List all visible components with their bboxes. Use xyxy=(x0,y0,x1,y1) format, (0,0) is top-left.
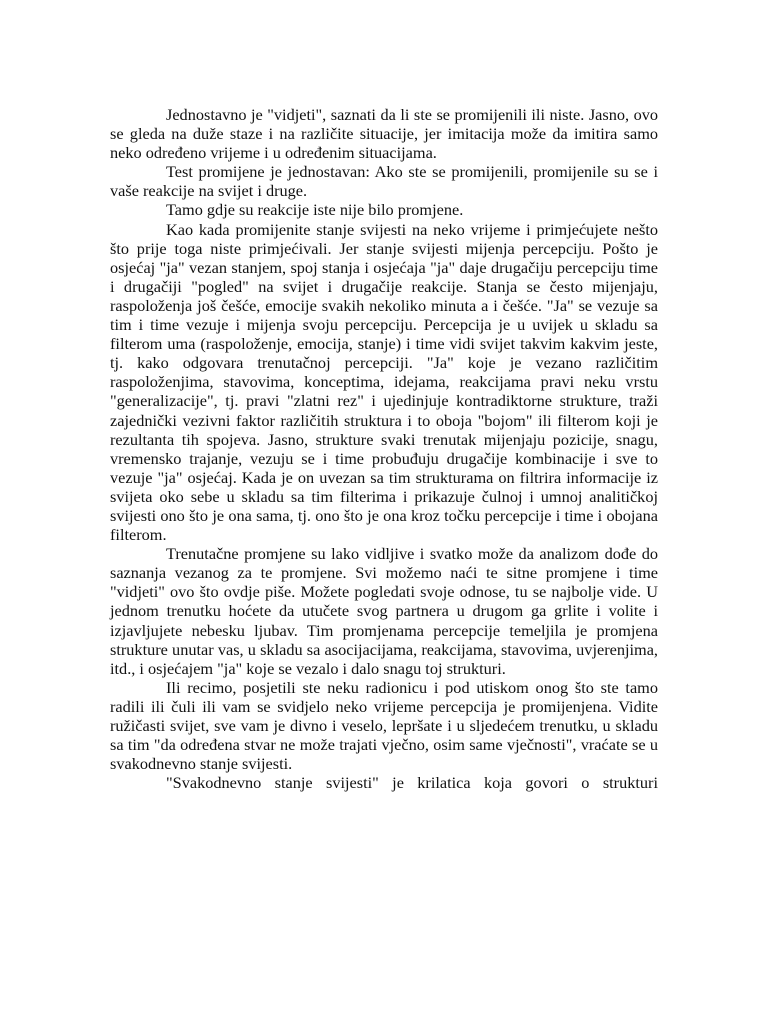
paragraph-3: Tamo gdje su reakcije iste nije bilo promjene. xyxy=(166,200,464,220)
paragraph-2: Test promijene je jednostavan: Ako ste se promijenili, promijenile su se i vaše reakcije na svijet i druge. xyxy=(110,162,658,201)
paragraph-6: Ili recimo, posjetili ste neku radionicu i pod utiskom onog što ste tamo radili ili čuli ili vam se svidjelo neko vrijeme percepcija je promijenjena. Vidite ružičasti svijet, sve vam je divno i veselo, lepršate i u sljedećem trenutku, u skladu sa tim "da određena stvar ne može trajati vječno, osim same vječnosti", vraćate se u svakodnevno stanje svijesti. xyxy=(110,677,658,774)
paragraph-5: Trenutačne promjene su lako vidljive i svatko može da analizom dođe do saznanja vezanog za te promjene. Svi možemo naći te sitne promjene i time "vidjeti" ovo što ovdje piše. Možete pogledati svoje odnose, tu se najbolje vide. U jednom trenutku hoćete da utučete svog partnera u drugom ga grlite i volite i izjavljujete nebesku ljubav. Tim promjenama percepcije temeljila je promjena strukture unutar vas, u skladu sa asocijacijama, reakcijama, stavovima, uvjerenjima, itd., i osjećajem "ja" koje se vezalo i dalo snagu toj strukturi. xyxy=(110,544,658,678)
paragraph-7: "Svakodnevno stanje svijesti" je krilatica koja govori o strukturi xyxy=(166,773,658,793)
paragraph-1: Jednostavno je "vidjeti", saznati da li ste se promijenili ili niste. Jasno, ovo se gleda na duže staze i na različite situacije, jer imitacija može da imitira samo neko određeno vrijeme i u određenim situacijama. xyxy=(110,105,658,163)
paragraph-4: Kao kada promijenite stanje svijesti na neko vrijeme i primjećujete nešto što prije toga niste primjećivali. Jer stanje svijesti mijenja percepciju. Pošto je osjećaj "ja" vezan stanjem, spoj stanja i osjećaja "ja" daje drugačiju percepciju time i drugačiji "pogled" na svijet i drugačije reakcije. Stanja se često mijenjaju, raspoloženja još češće, emocije svakih nekoliko minuta a i češće. "Ja" se vezuje sa tim i time vezuje i mijenja svoju percepciju. Percepcija je u uvijek u skladu sa filterom uma (raspoloženje, emocija, stanje) i time vidi svijet takvim kakvim jeste, tj. kako odgovara trenutačnoj percepciji. "Ja" koje je vezano različitim raspoloženjima, stavovima, konceptima, idejama, reakcijama pravi neku vrstu "generalizacije", tj. pravi "zlatni rez" i ujedinjuje kontradiktorne strukture, traži zajednički vezivni faktor različitih struktura i to oboja "bojom" ili filterom koji je rezultanta tih spojeva. Jasno, strukture svaki trenutak mijenjaju pozicije, snagu, vremensko trajanje, vezuju se i time probuđuju drugačije kombinacije i sve to vezuje "ja" osjećaj. Kada je on uvezan sa tim strukturama on filtrira informacije iz svijeta oko sebe u skladu sa tim filterima i prikazuje čulnoj i umnoj analitičkoj svijesti ono što je ona sama, tj. ono što je ona kroz točku percepcije i time i obojana filterom. xyxy=(110,219,658,545)
document-body xyxy=(110,105,658,792)
